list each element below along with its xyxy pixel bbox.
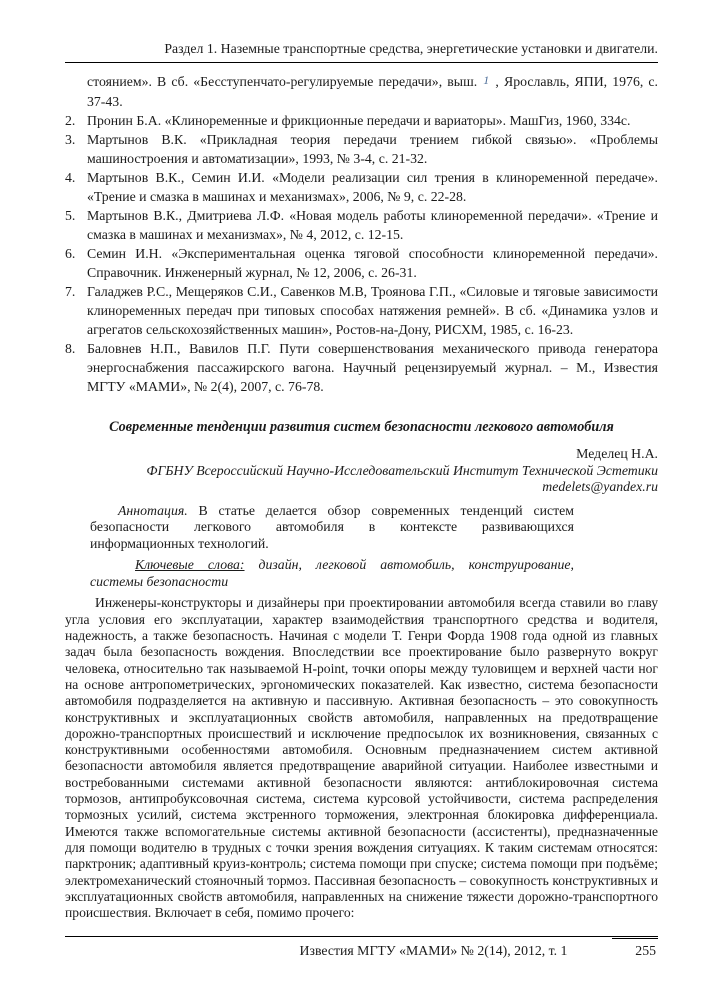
page-footer xyxy=(65,936,658,959)
references-list xyxy=(65,72,658,396)
reference-text-pre: стоянием». В сб. «Бесступенчато-регулируемые передачи», выш. xyxy=(87,74,483,89)
reference-text: Баловнев Н.П., Вавилов П.Г. Пути совершенствования механического привода генератора энергоснабжения пассажирского вагона. Научный рецензируемый журнал. – М., Известия МГТУ «МАМИ», № 2(4), 2007, с. 76-78. xyxy=(87,341,658,394)
reference-number: 2. xyxy=(65,113,76,128)
author-affiliation: ФГБНУ Всероссийский Научно-Исследовательский Институт Технической Эстетики xyxy=(146,462,658,478)
reference-item xyxy=(65,206,658,244)
reference-number: 8. xyxy=(65,341,76,356)
abstract-label: Аннотация. xyxy=(118,502,188,518)
reference-number: 6. xyxy=(65,246,76,261)
abstract-paragraph xyxy=(90,503,574,553)
reference-item xyxy=(65,244,658,282)
author-name: Меделец Н.А. xyxy=(576,446,658,461)
reference-text: Семин И.Н. «Экспериментальная оценка тяговой способности клиноременной передачи». Справочник. Инженерный журнал, № 12, 2006, с. 26-31. xyxy=(87,246,658,280)
reference-number: 7. xyxy=(65,284,76,299)
article-title: Современные тенденции развития систем безопасности легкового автомобиля xyxy=(109,419,614,435)
reference-number: 5. xyxy=(65,208,76,223)
reference-text: Пронин Б.А. «Клиноременные и фрикционные передачи и вариаторы». МашГиз, 1960, 334с. xyxy=(87,113,631,128)
running-head: Раздел 1. Наземные транспортные средства, энергетические установки и двигатели. xyxy=(65,40,658,63)
reference-text: Мартынов В.К., Дмитриева Л.Ф. «Новая модель работы клиноременной передачи». «Трение и смазка в машинах и механизмах», № 4, 2012, с. 12-15. xyxy=(87,208,658,242)
reference-text: Мартынов В.К., Семин И.И. «Модели реализации сил трения в клиноременной передаче». «Трение и смазка в машинах и механизмах», 2006, № 9, с. 22-28. xyxy=(87,170,658,204)
reference-text: Галаджев Р.С., Мещеряков С.И., Савенков М.В, Троянова Г.П., «Силовые и тяговые зависимости клиноременных передач при типовых способах натяжения ремней». В сб. «Динамика узлов и агрегатов сельскохозяйственных машин», Ростов-на-Дону, РИСХМ, 1985, с. 16-23. xyxy=(87,284,658,337)
byline-block xyxy=(65,446,658,496)
issue-superscript: 1 xyxy=(483,73,490,87)
reference-number xyxy=(65,72,87,111)
reference-item xyxy=(65,282,658,339)
article-body: Инженеры-конструкторы и дизайнеры при проектировании автомобиля всегда ставили во главу угла условия его эксплуатации, характер взаимодействия транспортного средства и водителя, надежность, а также безопасность. Начиная с модели Т. Генри Форда 1908 года одной из главных задач была безопасность вождения. Впоследствии все проектирование было развернуто вокруг человека, относительно так называемой H-point, точки опоры между туловищем и верхней части ног на основе антропометрических, эргономических показателей. Как известно, система безопасности автомобиля подразделяется на активную и пассивную. Активная безопасность – это совокупность конструктивных и эксплуатационных свойств автомобиля, направленных на предотвращение дорожно-транспортных происшествий и исключение предпосылок их возникновения, связанных с конструктивными особенностями автомобиля. Основным предназначением систем активной безопасности автомобиля является предотвращение аварийной ситуации. Наиболее известными и востребованными системами активной безопасности являются: антиблокировочная система тормозов, антипробуксовочная система, система курсовой устойчивости, система распределения тормозных усилий, система экстренного торможения, электронная блокировка дифференциала. Имеются также вспомогательные системы активной безопасности (ассистенты), предназначенные для помощи водителю в трудных с точки зрения вождения ситуациях. К таким системам относятся: парктроник; адаптивный круиз-контроль; система помощи при спуске; система помощи при подъёме; электромеханический стояночный тормоз. Пассивная безопасность – совокупность конструктивных и эксплуатационных свойств автомобиля, направленных на снижение тяжести дорожно-транспортного происшествия. Включает в себя, помимо прочего: xyxy=(65,595,658,921)
page-number-rule xyxy=(612,938,658,939)
footer-page-number xyxy=(621,943,656,959)
reference-number: 3. xyxy=(65,132,76,147)
reference-item xyxy=(65,168,658,206)
reference-number: 4. xyxy=(65,170,76,185)
reference-item xyxy=(65,130,658,168)
abstract-text: В статье делается обзор современных тенденций систем безопасности легкового автомобиля в контексте развивающихся информационных технологий. xyxy=(90,502,574,552)
reference-item xyxy=(65,111,658,130)
reference-text xyxy=(87,72,658,111)
keywords-text: дизайн, легковой автомобиль, конструирование, системы безопасности xyxy=(90,556,574,589)
keywords-paragraph xyxy=(90,557,574,591)
reference-text-post: , Ярославль, ЯПИ, 1976, с. 37-43. xyxy=(87,74,659,109)
reference-item xyxy=(65,339,658,396)
author-email: medelets@yandex.ru xyxy=(542,479,658,494)
footer-journal-line: Известия МГТУ «МАМИ» № 2(14), 2012, т. 1 xyxy=(299,943,568,958)
reference-text: Мартынов В.К. «Прикладная теория передачи трением гибкой связью». «Проблемы машиностроения и автоматизации», 1993, № 3-4, с. 21-32. xyxy=(87,132,658,166)
page-number: 255 xyxy=(635,943,656,958)
keywords-label: Ключевые слова: xyxy=(135,556,245,572)
reference-item-continuation xyxy=(65,72,658,111)
